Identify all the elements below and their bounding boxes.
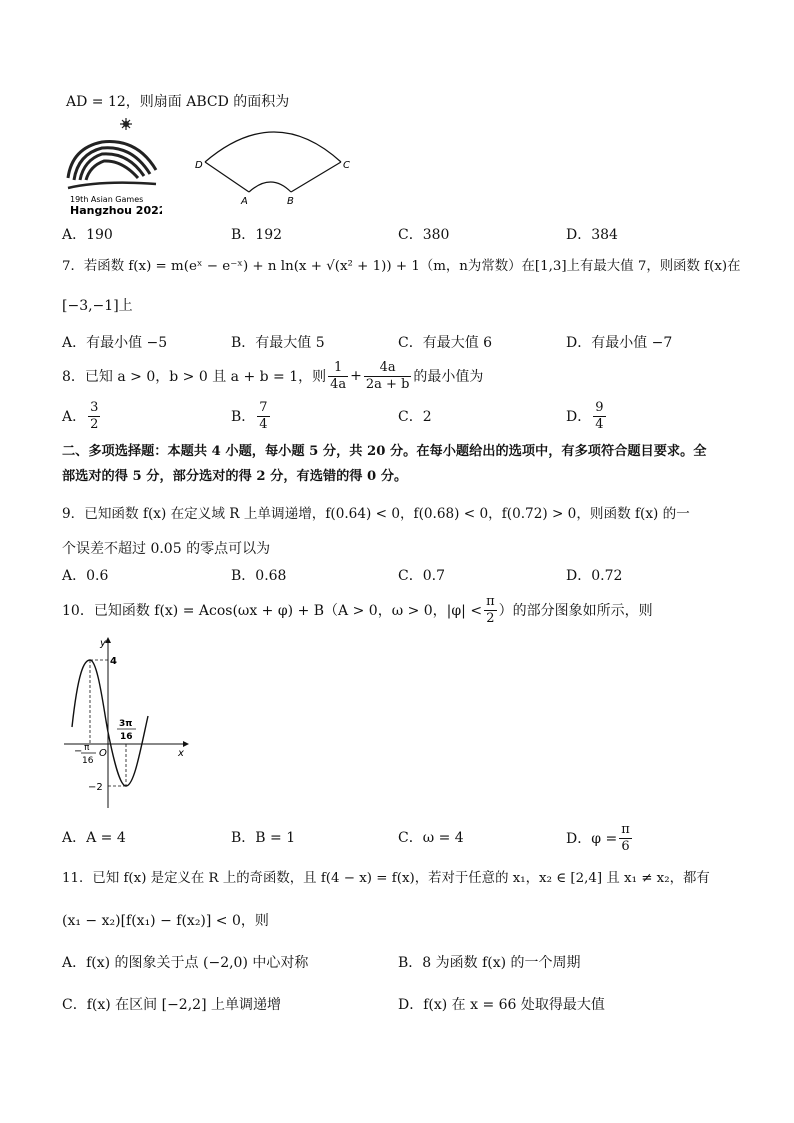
q8-frac2 bbox=[364, 360, 412, 393]
q10-stem-post: ）的部分图象如所示，则 bbox=[498, 603, 653, 619]
q8-option-b-den: 4 bbox=[259, 416, 268, 432]
q8-option-c bbox=[398, 398, 432, 434]
q7-option-b: B．有最大值 5 bbox=[231, 335, 325, 351]
fan-left-edge bbox=[205, 162, 249, 192]
q9-stem-line2: 个误差不超过 0.05 的零点可以为 bbox=[62, 541, 271, 557]
q8-stem bbox=[62, 358, 483, 394]
q10-stem-pre: 10．已知函数 f(x) = Acos(ωx + φ) + B（A > 0，ω > 0，|φ| < bbox=[62, 603, 483, 619]
q6-option-b: B．192 bbox=[231, 227, 283, 243]
q8-option-d-label: D． bbox=[566, 409, 592, 425]
q8-option-b-frac bbox=[257, 400, 269, 433]
q8-stem-pre: 8．已知 a > 0，b > 0 且 a + b = 1，则 bbox=[62, 369, 327, 385]
q10-xleft-num: π bbox=[84, 743, 90, 753]
q10-graph bbox=[60, 632, 195, 812]
q8-frac2-den: 2a + b bbox=[365, 376, 410, 392]
q9-stem-line1: 9．已知函数 f(x) 在定义域 R 上单调递增，f(0.64) < 0，f(0.68) < 0，f(0.72) > 0，则函数 f(x) 的一 bbox=[62, 506, 690, 522]
q10-frac-den: 2 bbox=[486, 610, 495, 626]
q10-option-d-label: D．φ = bbox=[566, 831, 618, 847]
q8-option-d-frac bbox=[593, 400, 605, 433]
q10-curve bbox=[72, 660, 148, 786]
fan-svg bbox=[195, 112, 355, 212]
q8-frac2-num: 4a bbox=[364, 360, 412, 377]
q11-stem-line2: (x₁ − x₂)[f(x₁) − f(x₂)] < 0，则 bbox=[62, 913, 269, 929]
q8-frac1-num: 1 bbox=[328, 360, 348, 377]
logo-line2: Hangzhou 2022 bbox=[70, 204, 162, 217]
q10-origin-label: O bbox=[99, 748, 107, 759]
q10-frac bbox=[484, 594, 497, 627]
q10-x-label: x bbox=[178, 748, 184, 759]
q10-xleft-den: 16 bbox=[82, 756, 94, 766]
logo-line1: 19th Asian Games bbox=[70, 195, 144, 204]
q6-option-d: D．384 bbox=[566, 227, 618, 243]
q8-option-b-num: 7 bbox=[259, 399, 268, 415]
q8-option-d-den: 4 bbox=[595, 416, 604, 432]
q10-ymin-label: −2 bbox=[88, 782, 103, 793]
q11-stem-line1: 11．已知 f(x) 是定义在 R 上的奇函数，且 f(4 − x) = f(x)，若对于任意的 x₁，x₂ ∈ [2,4] 且 x₁ ≠ x₂，都有 bbox=[62, 871, 710, 886]
asian-games-logo bbox=[62, 118, 162, 218]
q8-option-a bbox=[62, 398, 102, 434]
q11-option-d: D．f(x) 在 x = 66 处取得最大值 bbox=[398, 997, 605, 1013]
q8-option-d-num: 9 bbox=[595, 399, 604, 415]
q6-option-c: C．380 bbox=[398, 227, 450, 243]
fan-label-a: A bbox=[241, 196, 248, 207]
q11-option-b: B．8 为函数 f(x) 的一个周期 bbox=[398, 955, 581, 971]
logo-graphic bbox=[62, 118, 162, 218]
fan-label-c: C bbox=[343, 160, 350, 171]
q8-option-a-frac bbox=[88, 400, 100, 433]
q9-option-d: D．0.72 bbox=[566, 568, 623, 584]
q10-frac-num: π bbox=[486, 593, 495, 609]
q8-option-b-label: B． bbox=[231, 409, 256, 425]
q10-option-d bbox=[566, 820, 634, 856]
q10-y-label: y bbox=[100, 638, 106, 649]
q8-frac1 bbox=[328, 360, 348, 393]
section2-line2: 部选对的得 5 分，部分选对的得 2 分，有选错的得 0 分。 bbox=[62, 469, 408, 484]
fan-label-b: B bbox=[287, 196, 294, 207]
q10-option-c: C．ω = 4 bbox=[398, 830, 464, 846]
fan-right-edge bbox=[291, 162, 341, 192]
q10-option-b: B．B = 1 bbox=[231, 830, 296, 846]
q7-option-c: C．有最大值 6 bbox=[398, 335, 493, 351]
section2-line1: 二、多项选择题：本题共 4 小题，每小题 5 分，共 20 分。在每小题给出的选项中，有多项符合题目要求。全 bbox=[62, 444, 707, 459]
q10-option-d-frac bbox=[619, 822, 632, 855]
q11-option-c: C．f(x) 在区间 [−2,2] 上单调递增 bbox=[62, 997, 281, 1013]
q7-option-d: D．有最小值 −7 bbox=[566, 335, 673, 351]
q6-option-a: A．190 bbox=[62, 227, 113, 243]
q10-ymax-label: 4 bbox=[110, 656, 117, 667]
q8-option-c-label: C．2 bbox=[398, 409, 432, 425]
q8-option-a-den: 2 bbox=[90, 416, 99, 432]
q6-stem-tail: AD = 12，则扇面 ABCD 的面积为 bbox=[66, 94, 290, 110]
q8-option-b bbox=[231, 398, 272, 434]
q8-stem-post: 的最小值为 bbox=[413, 369, 484, 385]
q10-option-a: A．A = 4 bbox=[62, 830, 126, 846]
q8-option-a-num: 3 bbox=[90, 399, 99, 415]
fan-inner-arc bbox=[249, 182, 291, 192]
q10-option-d-num: π bbox=[621, 821, 630, 837]
q9-option-b: B．0.68 bbox=[231, 568, 287, 584]
q8-option-d bbox=[566, 398, 608, 434]
q11-option-a: A．f(x) 的图象关于点 (−2,0) 中心对称 bbox=[62, 955, 309, 971]
q7-option-a: A．有最小值 −5 bbox=[62, 335, 168, 351]
q8-plus: + bbox=[350, 368, 362, 384]
fan-label-d: D bbox=[195, 160, 203, 171]
q10-xright-den: 16 bbox=[120, 732, 133, 742]
q8-frac1-den: 4a bbox=[330, 376, 347, 392]
q9-option-a: A．0.6 bbox=[62, 568, 109, 584]
q10-xleft-sign: − bbox=[74, 746, 83, 757]
fan-figure bbox=[195, 112, 355, 212]
q9-option-c: C．0.7 bbox=[398, 568, 445, 584]
q7-stem-line2: [−3,−1]上 bbox=[62, 298, 133, 314]
q7-stem-line1: 7．若函数 f(x) = m(eˣ − e⁻ˣ) + n ln(x + √(x² + 1)) + 1（m，n为常数）在[1,3]上有最大值 7，则函数 f(x)在 bbox=[62, 259, 741, 274]
q10-option-d-den: 6 bbox=[621, 838, 630, 854]
q10-xright-num: 3π bbox=[119, 719, 133, 729]
fan-outer-arc bbox=[205, 132, 341, 162]
q10-stem bbox=[62, 592, 653, 628]
q8-option-a-label: A． bbox=[62, 409, 87, 425]
q10-graph-svg bbox=[60, 632, 195, 812]
